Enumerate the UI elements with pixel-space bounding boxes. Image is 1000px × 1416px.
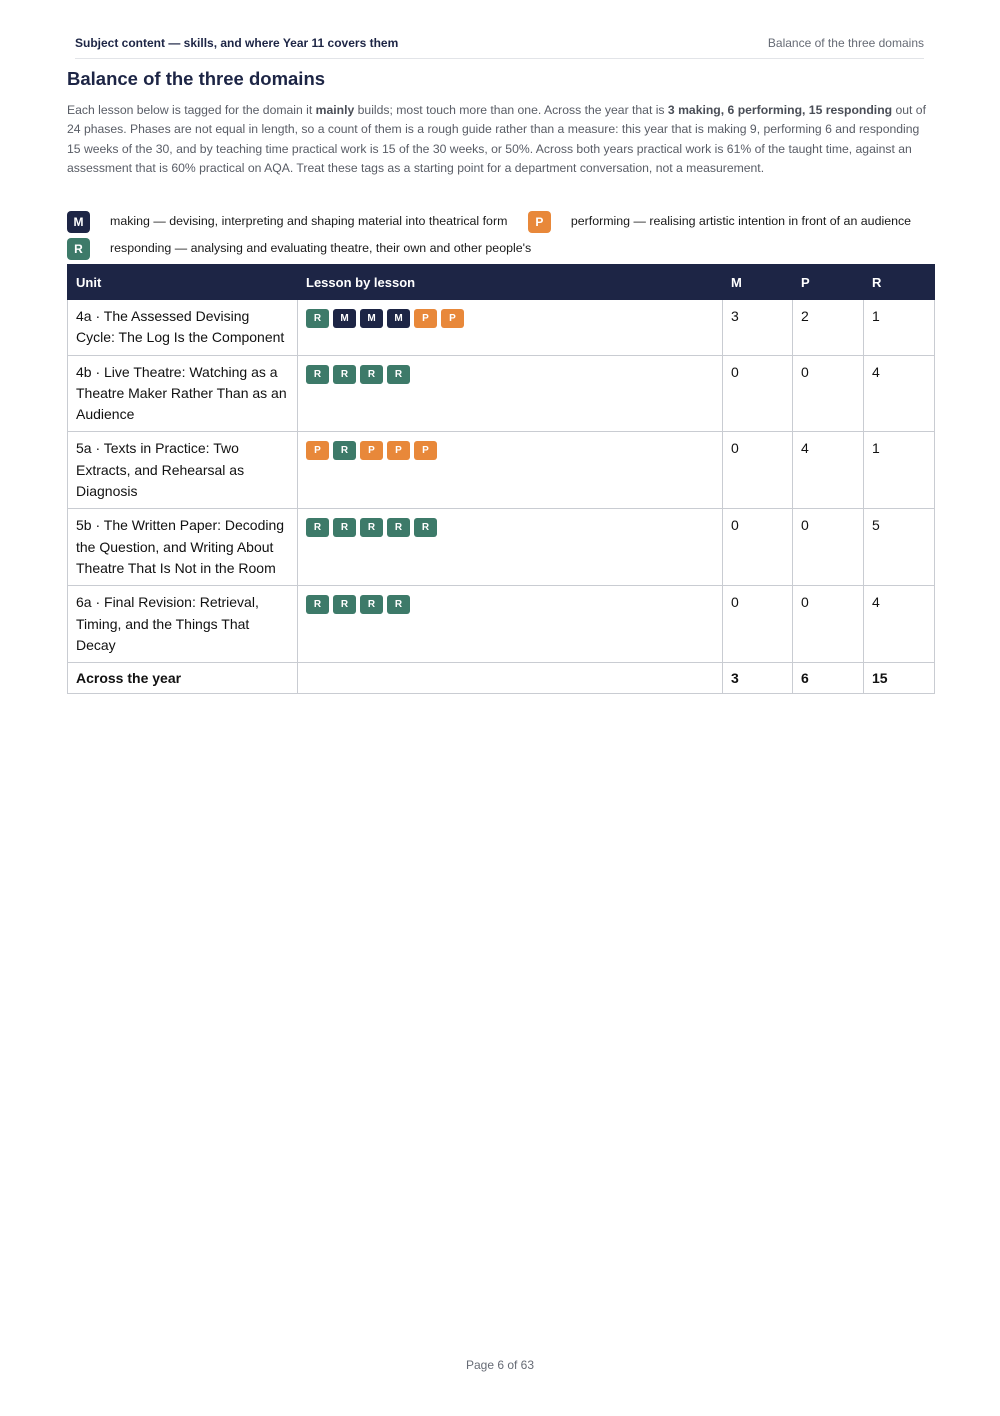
lesson-tag-making: M bbox=[333, 309, 356, 328]
unit-cell: 6a · Final Revision: Retrieval, Timing, and the Things That Decay bbox=[68, 586, 298, 663]
table-row bbox=[68, 300, 935, 356]
lesson-tag-performing: P bbox=[414, 441, 437, 460]
lesson-tag-responding: R bbox=[306, 309, 329, 328]
lesson-tag-responding: R bbox=[333, 441, 356, 460]
lessons-cell bbox=[298, 355, 723, 432]
page-title: Balance of the three domains bbox=[67, 68, 326, 89]
lesson-tag-responding: R bbox=[414, 518, 437, 537]
m-count-cell: 0 bbox=[723, 509, 793, 586]
lesson-tags bbox=[306, 306, 714, 328]
lesson-tag-responding: R bbox=[387, 365, 410, 384]
intro-bold-1: mainly bbox=[315, 103, 355, 117]
r-count-cell: 5 bbox=[864, 509, 935, 586]
lesson-tags bbox=[306, 592, 714, 614]
unit-cell: 5b · The Written Paper: Decoding the Question, and Writing About Theatre That Is Not in the Room bbox=[68, 509, 298, 586]
col-header-lessons: Lesson by lesson bbox=[298, 265, 723, 300]
lesson-tags bbox=[306, 515, 714, 537]
header-section-title: Subject content — skills, and where Year 11 covers them bbox=[75, 36, 399, 50]
p-count-cell: 0 bbox=[793, 586, 864, 663]
lessons-cell bbox=[298, 432, 723, 509]
lesson-tag-responding: R bbox=[306, 595, 329, 614]
legend-item-responding bbox=[67, 241, 548, 255]
lesson-tag-responding: R bbox=[360, 365, 383, 384]
intro-paragraph bbox=[67, 101, 933, 178]
col-header-m: M bbox=[723, 265, 793, 300]
m-count-cell: 0 bbox=[723, 432, 793, 509]
page-number: Page 6 of 63 bbox=[465, 1358, 535, 1372]
col-header-unit: Unit bbox=[68, 265, 298, 300]
legend-item-making bbox=[67, 214, 524, 228]
lesson-tag-responding: R bbox=[306, 365, 329, 384]
legend-tag-making: M bbox=[67, 211, 90, 233]
intro-text-1: Each lesson below is tagged for the domain it bbox=[67, 103, 316, 117]
legend-text-responding: responding — analysing and evaluating theatre, their own and other people's bbox=[110, 241, 532, 255]
header-page-topic: Balance of the three domains bbox=[767, 36, 924, 50]
legend-item-performing bbox=[528, 214, 928, 228]
table-row bbox=[68, 355, 935, 432]
lesson-tag-making: M bbox=[387, 309, 410, 328]
p-count-cell: 0 bbox=[793, 355, 864, 432]
lesson-tag-performing: P bbox=[414, 309, 437, 328]
lesson-tags bbox=[306, 362, 714, 384]
col-header-p: P bbox=[793, 265, 864, 300]
r-count-cell: 4 bbox=[864, 355, 935, 432]
p-count-cell: 4 bbox=[793, 432, 864, 509]
r-count-cell: 1 bbox=[864, 300, 935, 356]
table-row bbox=[68, 432, 935, 509]
lesson-tag-responding: R bbox=[387, 518, 410, 537]
table-row bbox=[68, 586, 935, 663]
unit-cell: 4a · The Assessed Devising Cycle: The Log Is the Component bbox=[68, 300, 298, 356]
total-m-cell: 3 bbox=[723, 663, 793, 694]
m-count-cell: 0 bbox=[723, 355, 793, 432]
total-lessons-cell bbox=[298, 663, 723, 694]
m-count-cell: 0 bbox=[723, 586, 793, 663]
legend-text-making: making — devising, interpreting and shaping material into theatrical form bbox=[110, 214, 508, 228]
legend-text-performing: performing — realising artistic intention in front of an audience bbox=[570, 214, 912, 228]
lesson-tag-performing: P bbox=[441, 309, 464, 328]
lesson-tag-responding: R bbox=[306, 518, 329, 537]
lesson-tags bbox=[306, 438, 714, 460]
lessons-cell bbox=[298, 586, 723, 663]
r-count-cell: 1 bbox=[864, 432, 935, 509]
running-header bbox=[75, 36, 924, 59]
lesson-tag-making: M bbox=[360, 309, 383, 328]
unit-cell: 4b · Live Theatre: Watching as a Theatre Maker Rather Than as an Audience bbox=[68, 355, 298, 432]
intro-text-2: builds; most touch more than one. Across the year that is bbox=[354, 103, 668, 117]
intro-bold-2: 3 making, 6 performing, 15 responding bbox=[667, 103, 893, 117]
lessons-cell bbox=[298, 509, 723, 586]
unit-cell: 5a · Texts in Practice: Two Extracts, and Rehearsal as Diagnosis bbox=[68, 432, 298, 509]
total-label-cell: Across the year bbox=[68, 663, 298, 694]
p-count-cell: 0 bbox=[793, 509, 864, 586]
intro-text-3: out of 24 phases. Phases are not equal in length, so a count of them is a rough guide rather than a measure: this year that is making 9, performing 6 and responding 15 weeks of the 30, and by teaching time practical work is 15 of the 30 weeks, or 50%. Across both years practical work is 61% of the taught time, against an assessment that is 60% practical on AQA. Treat these tags as a starting point for a department conversation, not a measurement. bbox=[67, 103, 926, 175]
lesson-tag-responding: R bbox=[333, 518, 356, 537]
table-row bbox=[68, 509, 935, 586]
lesson-tag-responding: R bbox=[387, 595, 410, 614]
total-row bbox=[68, 663, 935, 694]
legend-tag-performing: P bbox=[528, 211, 551, 233]
total-r-cell: 15 bbox=[864, 663, 935, 694]
lesson-tag-responding: R bbox=[333, 365, 356, 384]
lesson-tag-responding: R bbox=[333, 595, 356, 614]
lesson-tag-performing: P bbox=[360, 441, 383, 460]
p-count-cell: 2 bbox=[793, 300, 864, 356]
domain-legend bbox=[67, 208, 933, 262]
lesson-tag-performing: P bbox=[387, 441, 410, 460]
lesson-tag-responding: R bbox=[360, 595, 383, 614]
lesson-tag-responding: R bbox=[360, 518, 383, 537]
r-count-cell: 4 bbox=[864, 586, 935, 663]
lessons-cell bbox=[298, 300, 723, 356]
total-p-cell: 6 bbox=[793, 663, 864, 694]
domain-balance-table bbox=[67, 264, 935, 694]
m-count-cell: 3 bbox=[723, 300, 793, 356]
col-header-r: R bbox=[864, 265, 935, 300]
lesson-tag-performing: P bbox=[306, 441, 329, 460]
legend-tag-responding: R bbox=[67, 238, 90, 260]
table-header-row bbox=[68, 265, 935, 300]
